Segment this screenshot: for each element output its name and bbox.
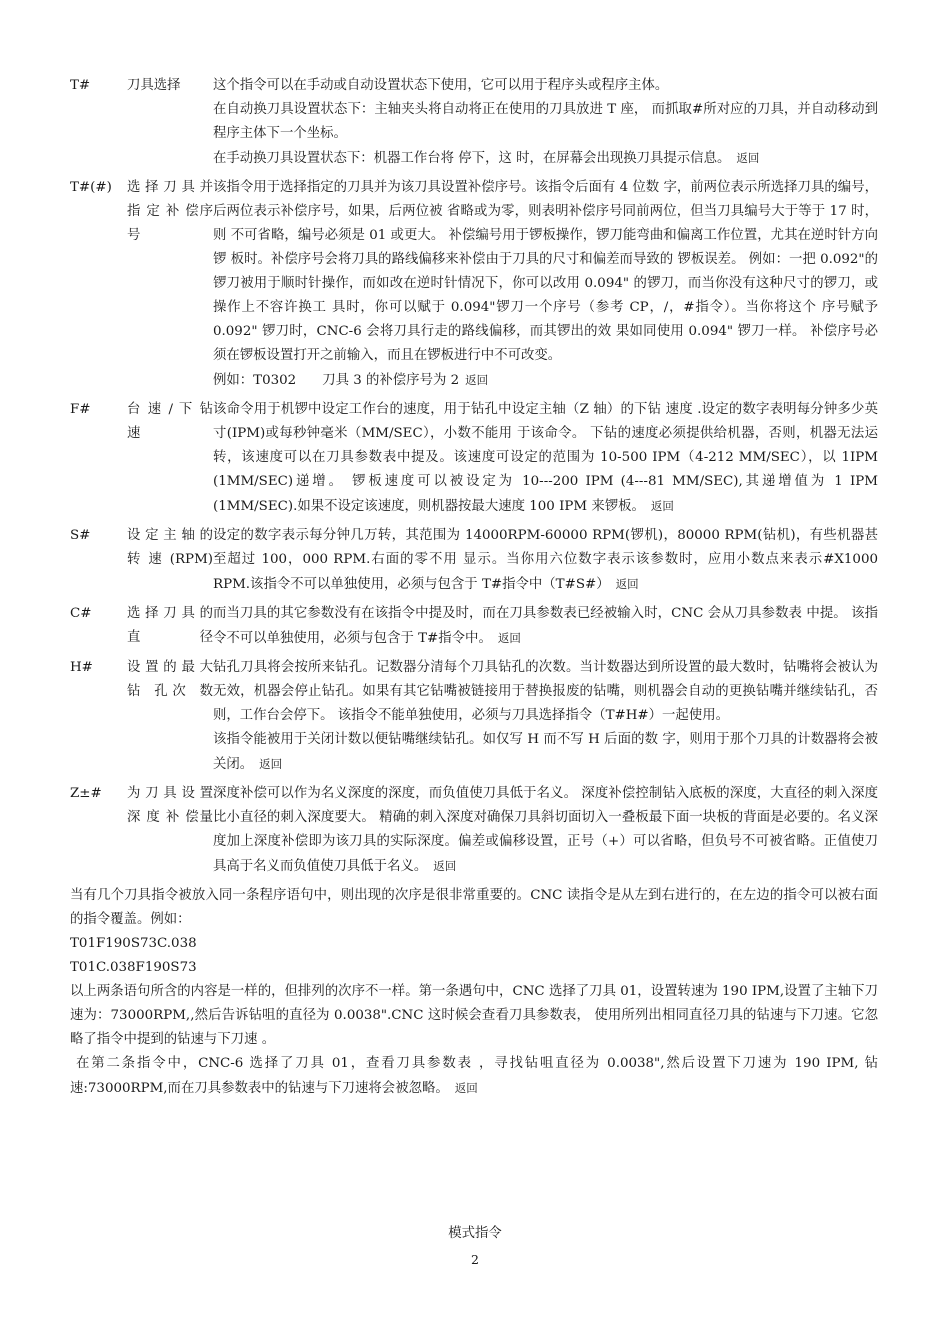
command-row (70, 74, 878, 171)
back-link[interactable]: 返回 (615, 577, 639, 591)
code-example: T01C.038F190S73 (70, 960, 197, 975)
body-paragraph: 当有几个刀具指令被放入同一条程序语句中，则出现的次序是很非常重要的。CNC 读指令是从左到右进行的，在左边的指令可以被右面的指令覆盖。例如： (70, 888, 878, 927)
example-text: 刀具 3 的补偿序号为 2 (322, 373, 460, 388)
description-text: 而当刀具的其它参数没有在该指令中提及时，而在刀具参数表已经被输入时，CNC 会从刀具参数表 中提。 该指令不可以单独使用，必须与包含于 T#指令中。 (213, 606, 878, 646)
command-description (213, 656, 878, 777)
body-paragraph: 以上两条语句所含的内容是一样的，但排列的次序不一样。第一条遇句中，CNC 选择了刀具 01，设置转速为 190 IPM,设置了主轴下刀速为：73000RPM,,然后告诉钻咀的直径为 0.0038".CNC 这时候会查看刀具参数表， 使用所列出相同直径刀具的钻速与下刀速。它忽略了指令中提到的钻速与下刀速 。 (70, 984, 878, 1047)
description-text: 该命令用于机锣中设定工作台的速度，用于钻孔中设定主轴（Z 轴）的下钻 速度 .设定的数字表明每分钟多少英寸(IPM)或每秒钟毫米（MM/SEC），小数不能用 于该命令。 下钻的速度必须提供给机器，否则，机器无法运转，该速度可以在刀具参数表中提及。该速度可设定的范围为 10-500 IPM（4-212 MM/SEC），以 1IPM (1MM/SEC)递增。 锣板速度可以被设定为 10---200 IPM (4---81 MM/SEC),其递增值为 1 IPM (1MM/SEC).如果不设定该速度，则机器按最大速度 100 IPM 来锣板。 (213, 402, 878, 514)
back-link[interactable]: 返回 (465, 373, 489, 387)
back-link[interactable]: 返回 (259, 757, 283, 771)
command-row (70, 656, 878, 777)
command-row (70, 398, 878, 519)
body-paragraph (70, 1052, 878, 1101)
description-text: 该指令能被用于关闭计数以便钻嘴继续钻孔。如仅写 H 而不写 H 后面的数 字，则用于那个刀具的计数器将会被关闭。 (213, 732, 878, 772)
command-code: S# (70, 528, 91, 543)
example-line (213, 368, 878, 393)
document-body (70, 74, 878, 1101)
command-description (213, 782, 878, 879)
back-link[interactable]: 返回 (454, 1081, 478, 1095)
description-paragraph (213, 602, 878, 651)
description-paragraph: 这个指令可以在手动或自动设置状态下使用，它可以用于程序头或程序主体。 (213, 78, 669, 93)
back-link[interactable]: 返回 (650, 499, 674, 513)
command-code: F# (70, 402, 91, 417)
description-paragraph: 该指令用于选择指定的刀具并为该刀具设置补偿序号。该指令后面有 4 位数 字，前两位表示所选择刀具的编号，后两位表示补偿序号，如果，后两位被 省略或为零，则表明补偿序号同前两位，但当刀具编号大于等于 17 时，则 不可省略，编号必须是 01 或更大。 补偿编号用于锣板操作，锣刀能弯曲和偏离工作位置，尤其在逆时针方向锣 板时。补偿序号会将刀具的路线偏移来补偿由于刀具的尺寸和偏差而导致的 锣板误差。 例如：一把 0.092"的锣刀被用于顺时针操作，而如改在逆时针情况下，你可以改用 0.094" 的锣刀，而当你没有这种尺寸的锣刀，或操作上不容许换工 具时，你可以赋于 0.094"锣刀一个序号（参考 CP，/，#指令）。当你将这个 序号赋予 0.092" 锣刀时，CNC-6 会将刀具行走的路线偏移，而其锣出的效 果如同使用 0.094" 锣刀一样。 补偿序号必须在锣板设置打开之前输入，而且在锣板进行中不可改变。 (213, 180, 878, 363)
command-code: T# (70, 78, 91, 93)
description-text: 在手动换刀具设置状态下：机器工作台将 停下，这 时，在屏幕会出现换刀具提示信息。 (213, 151, 731, 166)
example-prefix: 例如：T0302 (213, 373, 297, 388)
command-code: Z±# (70, 786, 102, 801)
body-text: 在第二条指令中，CNC-6 选择了刀具 01，查看刀具参数表 ，寻找钻咀直径为 0.0038",然后设置下刀速为 190 IPM, 钻速:73000RPM,而在刀具参数表中的钻速与下刀速将会被忽略。 (70, 1056, 878, 1096)
command-code: T#(#) (70, 180, 112, 195)
command-row (70, 602, 878, 651)
page-number: 2 (471, 1252, 479, 1267)
command-name: 刀具选择 (127, 78, 181, 93)
back-link[interactable]: 返回 (736, 151, 760, 165)
command-row (70, 176, 878, 393)
description-paragraph: 在自动换刀具设置状态下：主轴夹头将自动将正在使用的刀具放进 T 座， 而抓取#所对应的刀具，并自动移动到程序主体下一个坐标。 (213, 102, 878, 141)
description-paragraph: 钻孔刀具将会按所来钻孔。记数器分清每个刀具钻孔的次数。当计数器达到所设置的最大数时，钻嘴将会被认为无效，机器会停止钻孔。如果有其它钻嘴被链接用于替换报废的钻嘴，则机器会自动的更换钻嘴并继续钻孔，否则，工作台会停下。 该指令不能单独使用，必须与刀具选择指令（T#H#）一起使用。 (213, 660, 878, 723)
command-row (70, 782, 878, 879)
description-paragraph (213, 146, 878, 171)
command-row (70, 524, 878, 597)
command-description (213, 602, 878, 651)
command-name: 设 定 主 轴 的 转 速 (RPM) (127, 528, 213, 567)
command-name: 选 择 刀 具 并 指 定 补 偿序号 (127, 180, 213, 243)
section-caption: 模式指令 (448, 1226, 502, 1241)
back-link[interactable]: 返回 (433, 859, 457, 873)
description-paragraph (213, 782, 878, 879)
command-name: 台 速 / 下 钻 速 (127, 402, 213, 441)
command-name: 设 置 的 最 大钻 孔次 数 (127, 660, 213, 699)
command-name: 选 择 刀 具 的直径 (127, 606, 213, 645)
description-text: 深度补偿可以作为名义深度的深度，而负值使刀具低于名义。 深度补偿控制钻入底板的深度，大直径的刺入深度比小直径的刺入深度要大。 精确的刺入深度对确保刀具斜切面切入一叠板最下面一块板的背面是必要的。名义深度加上深度补偿即为该刀具的实际深度。偏差或偏移设置，正号（+）可以省略，但负号不可被省略。正值使刀具高于名义而负值使刀具低于名义。 (213, 786, 878, 874)
description-paragraph (213, 524, 878, 597)
command-name: 为 刀 具 设 置 深 度 补 偿量 (127, 786, 213, 825)
command-description (213, 398, 878, 519)
command-description (213, 74, 878, 171)
description-text: 设定的数字表示每分钟几万转，其范围为 14000RPM-60000 RPM(锣机)，80000 RPM(钻机)，有些机器甚至超过 100，000 RPM.右面的零不用 显示。当你用六位数字表示该参数时，应用小数点来表示#X1000 RPM.该指令不可以单独使用，必须与包含于 T#指令中（T#S#） (213, 528, 878, 592)
back-link[interactable]: 返回 (497, 631, 521, 645)
command-code: C# (70, 606, 92, 621)
description-paragraph (213, 398, 878, 519)
description-paragraph (213, 728, 878, 777)
command-description (213, 176, 878, 393)
command-description (213, 524, 878, 597)
command-code: H# (70, 660, 93, 675)
code-example: T01F190S73C.038 (70, 936, 197, 951)
